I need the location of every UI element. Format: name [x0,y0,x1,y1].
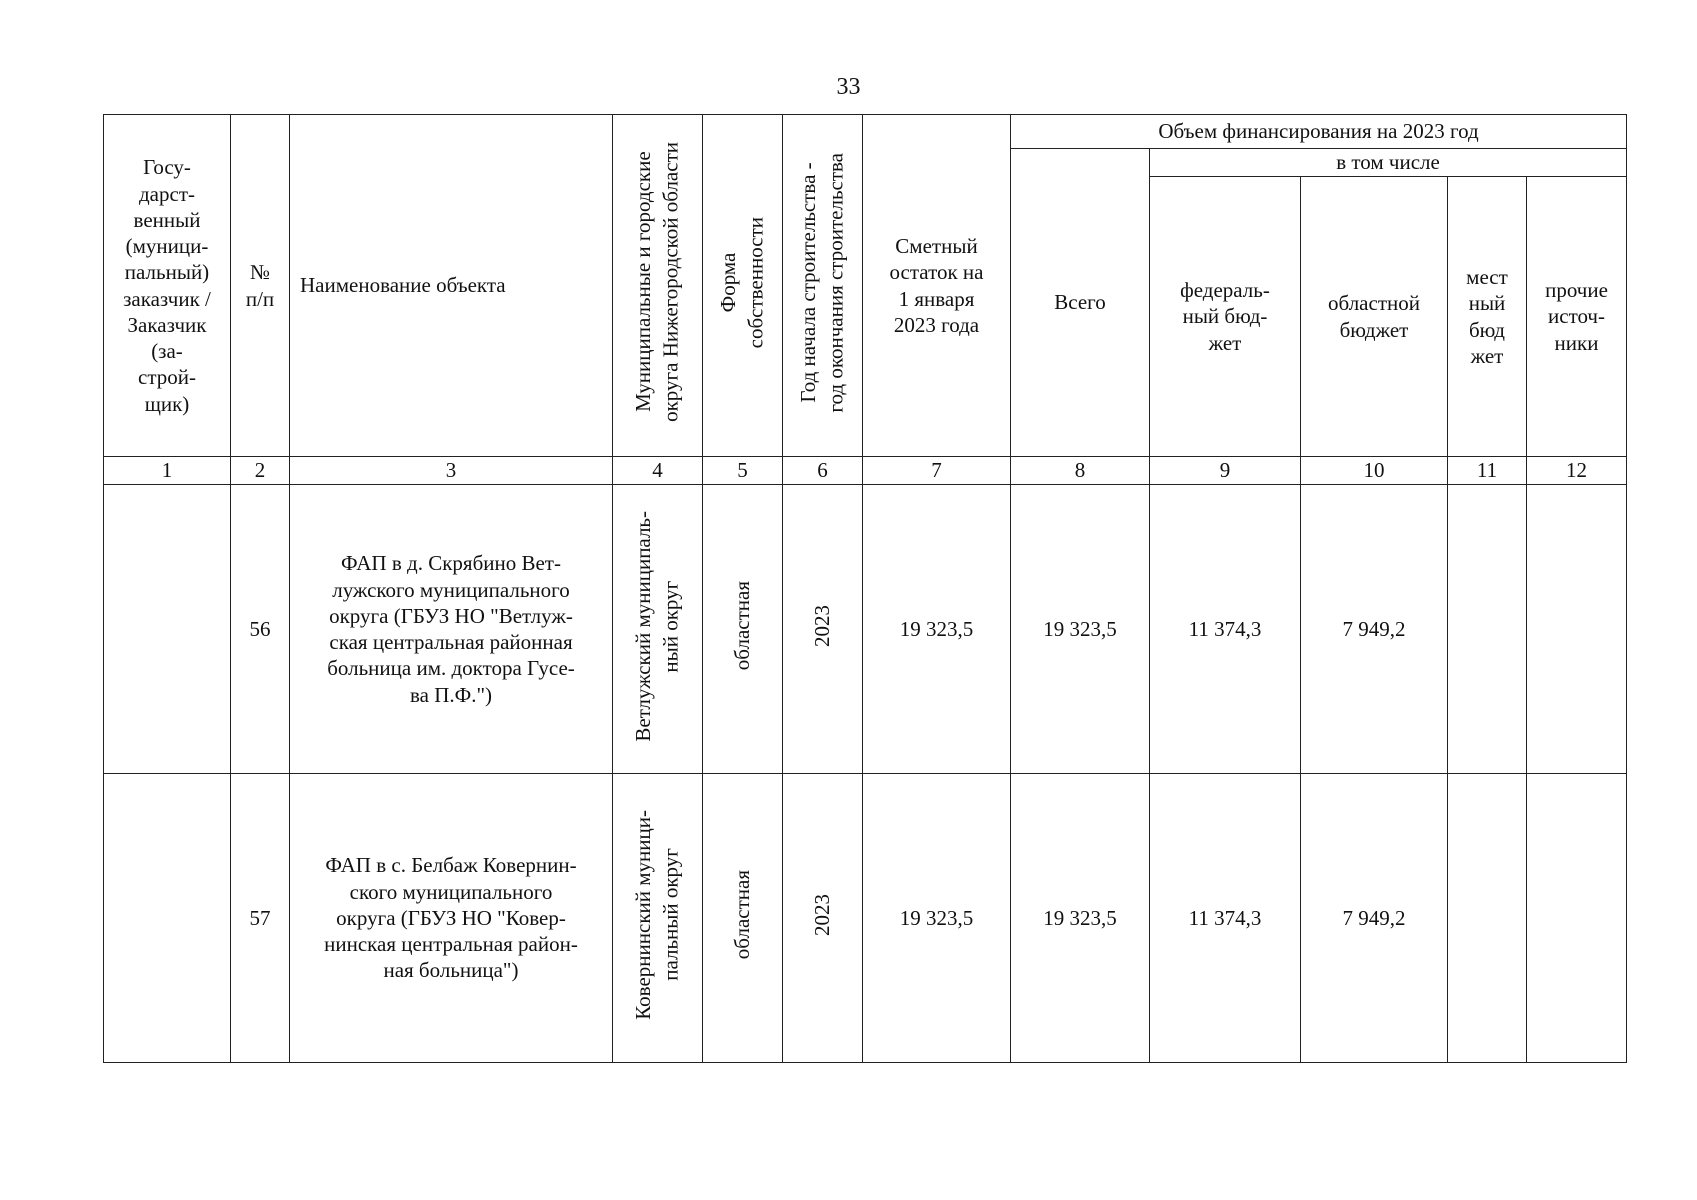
row-number: 57 [231,774,290,1063]
row-total: 19 323,5 [1011,485,1150,774]
column-number: 7 [863,457,1011,485]
row-regional: 7 949,2 [1301,485,1448,774]
header-municipality [613,115,703,457]
column-number: 9 [1150,457,1301,485]
row-balance: 19 323,5 [863,774,1011,1063]
row-municipality-text: Ковернинский муници- пальный округ [631,809,683,1020]
column-number: 1 [104,457,231,485]
row-customer [104,774,231,1063]
row-local [1448,485,1527,774]
header-number: № п/п [231,115,290,457]
header-object-name: Наименование объекта [290,115,613,457]
header-balance: Сметный остаток на 1 января 2023 года [863,115,1011,457]
row-federal: 11 374,3 [1150,485,1301,774]
row-years [783,485,863,774]
table-row [104,485,1627,774]
row-years [783,774,863,1063]
header-funding-group: Объем финансирования на 2023 год [1011,115,1627,149]
row-municipality [613,485,703,774]
row-municipality-text: Ветлужский муниципаль- ный округ [631,510,683,742]
column-number: 5 [703,457,783,485]
row-object-name: ФАП в с. Белбаж Ковернин- ского муниципального округа (ГБУЗ НО "Ковер- нинская центральная район- ная больница") [290,774,613,1063]
row-local [1448,774,1527,1063]
row-ownership-text: областная [729,870,754,960]
column-number: 12 [1527,457,1627,485]
row-municipality [613,774,703,1063]
row-other [1527,485,1627,774]
header-regional: областной бюджет [1301,177,1448,457]
row-federal: 11 374,3 [1150,774,1301,1063]
table-row [104,774,1627,1063]
row-ownership [703,774,783,1063]
row-customer [104,485,231,774]
header-including: в том числе [1150,149,1627,177]
row-number: 56 [231,485,290,774]
column-number: 2 [231,457,290,485]
row-years-text: 2023 [809,604,834,647]
column-number: 6 [783,457,863,485]
header-years-text: Год начала строительства - год окончания строительства [796,152,848,413]
row-ownership [703,485,783,774]
header-customer: Госу- дарст- венный (муници- пальный) заказчик / Заказчик (за- строй- щик) [104,115,231,457]
header-years [783,115,863,457]
page-number: 33 [836,74,861,100]
row-total: 19 323,5 [1011,774,1150,1063]
column-number-row [104,457,1627,485]
row-object-name: ФАП в д. Скрябино Вет- лужского муниципального округа (ГБУЗ НО "Ветлуж- ская центральная районная больница им. доктора Гусе- ва П.Ф.") [290,485,613,774]
header-federal: федераль- ный бюд- жет [1150,177,1301,457]
row-other [1527,774,1627,1063]
row-ownership-text: областная [729,581,754,671]
column-number: 10 [1301,457,1448,485]
column-number: 8 [1011,457,1150,485]
header-local: мест ный бюд жет [1448,177,1527,457]
header-row-top [104,115,1627,149]
header-ownership [703,115,783,457]
financing-table [103,114,1627,1063]
header-other: прочие источ- ники [1527,177,1627,457]
row-balance: 19 323,5 [863,485,1011,774]
header-municipality-text: Муниципальные и городские округа Нижегородской области [631,142,683,423]
column-number: 4 [613,457,703,485]
row-regional: 7 949,2 [1301,774,1448,1063]
column-number: 11 [1448,457,1527,485]
column-number: 3 [290,457,613,485]
header-total: Всего [1011,149,1150,457]
row-years-text: 2023 [809,893,834,936]
header-ownership-text: Форма собственности [716,216,768,349]
